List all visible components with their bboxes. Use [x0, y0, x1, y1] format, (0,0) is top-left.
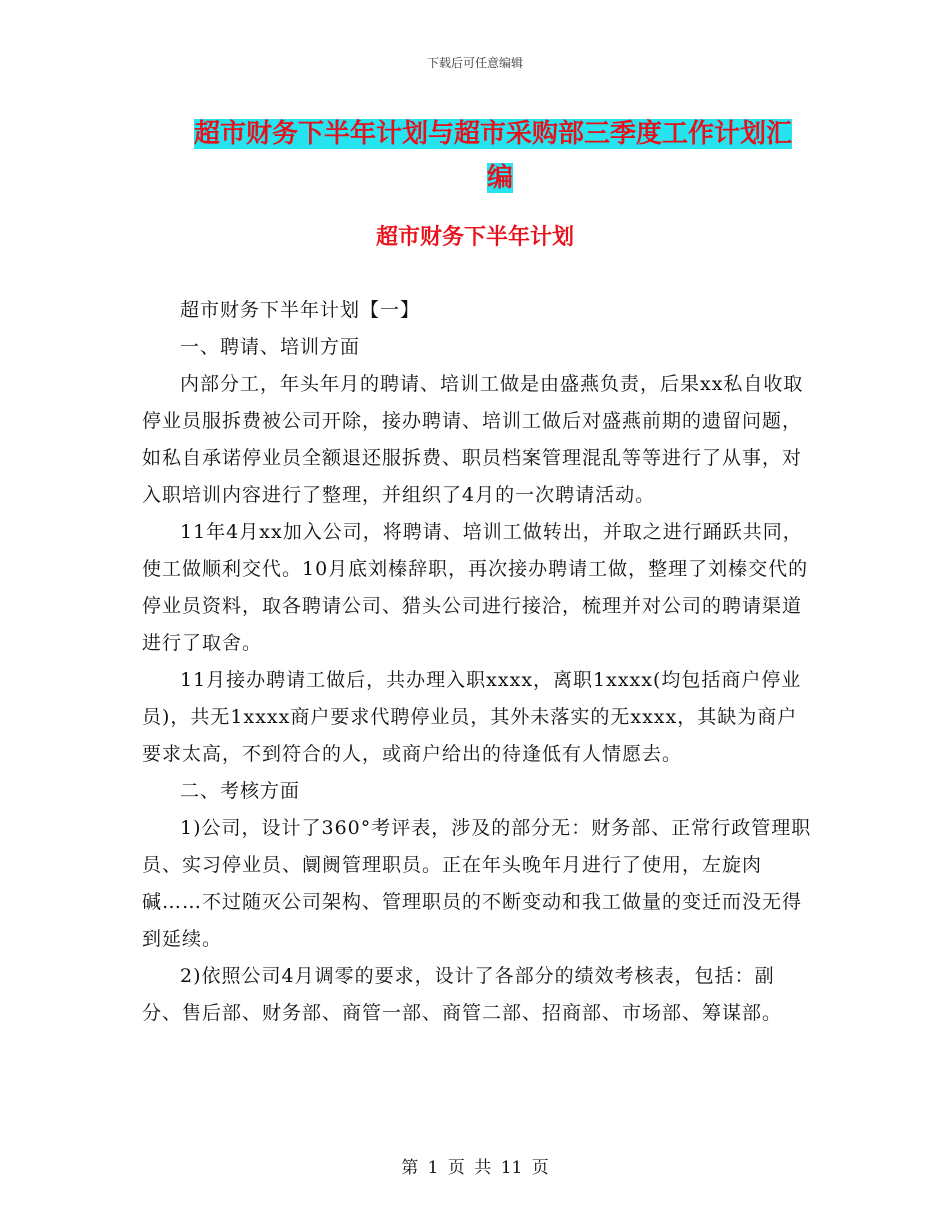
document-title-line2: 编 [486, 163, 513, 193]
header-note: 下载后可任意编辑 [426, 56, 523, 70]
paragraph: 2)依照公司4月调零的要求，设计了各部分的绩效考核表，包括：副分、售后部、财务部、商管一部、商管二部、招商部、市场部、筹谋部。 [142, 965, 783, 1024]
paragraph: 1)公司，设计了360°考评表，涉及的部分无：财务部、正常行政管理职员、实习停业员、阛阓管理职员。正在年头晚年月进行了使用，左旋肉碱……不过随灭公司架构、管理职员的不断变动和我工做量的变迁而没无得到延续。 [142, 817, 812, 950]
paragraph: 内部分工，年头年月的聘请、培训工做是由盛燕负责，后果xx私自收取停业员服拆费被公司开除，接办聘请、培训工做后对盛燕前期的遗留问题，如私自承诺停业员全额退还服拆费、职员档案管理混乱等等进行了从事，对入职培训内容进行了整理，并组织了4月的一次聘请活动。 [142, 373, 804, 506]
paragraph: 一、聘请、培训方面 [180, 336, 361, 358]
paragraph: 11年4月xx加入公司，将聘请、培训工做转出，并取之进行踊跃共同，使工做顺利交代。10月底刘榛辞职，再次接办聘请工做，整理了刘榛交代的停业员资料，取各聘请公司、猎头公司进行接洽，梳理并对公司的聘请渠道进行了取舍。 [142, 521, 809, 654]
document-title [194, 112, 806, 200]
paragraph: 二、考核方面 [180, 780, 301, 802]
section-title: 超市财务下半年计划 [375, 225, 574, 250]
document-body [142, 292, 812, 1032]
paragraph: 11月接办聘请工做后，共办理入职xxxx，离职1xxxx(均包括商户停业员)，共无1xxxx商户要求代聘停业员，其外未落实的无xxxx，其缺为商户要求太高，不到符合的人，或商户给出的待逢低有人情愿去。 [142, 669, 802, 765]
document-title-line1: 超市财务下半年计划与超市采购部三季度工作计划汇 [194, 119, 793, 149]
paragraph: 超市财务下半年计划【一】 [180, 299, 421, 321]
page-footer: 第 1 页 共 11 页 [401, 1158, 549, 1178]
